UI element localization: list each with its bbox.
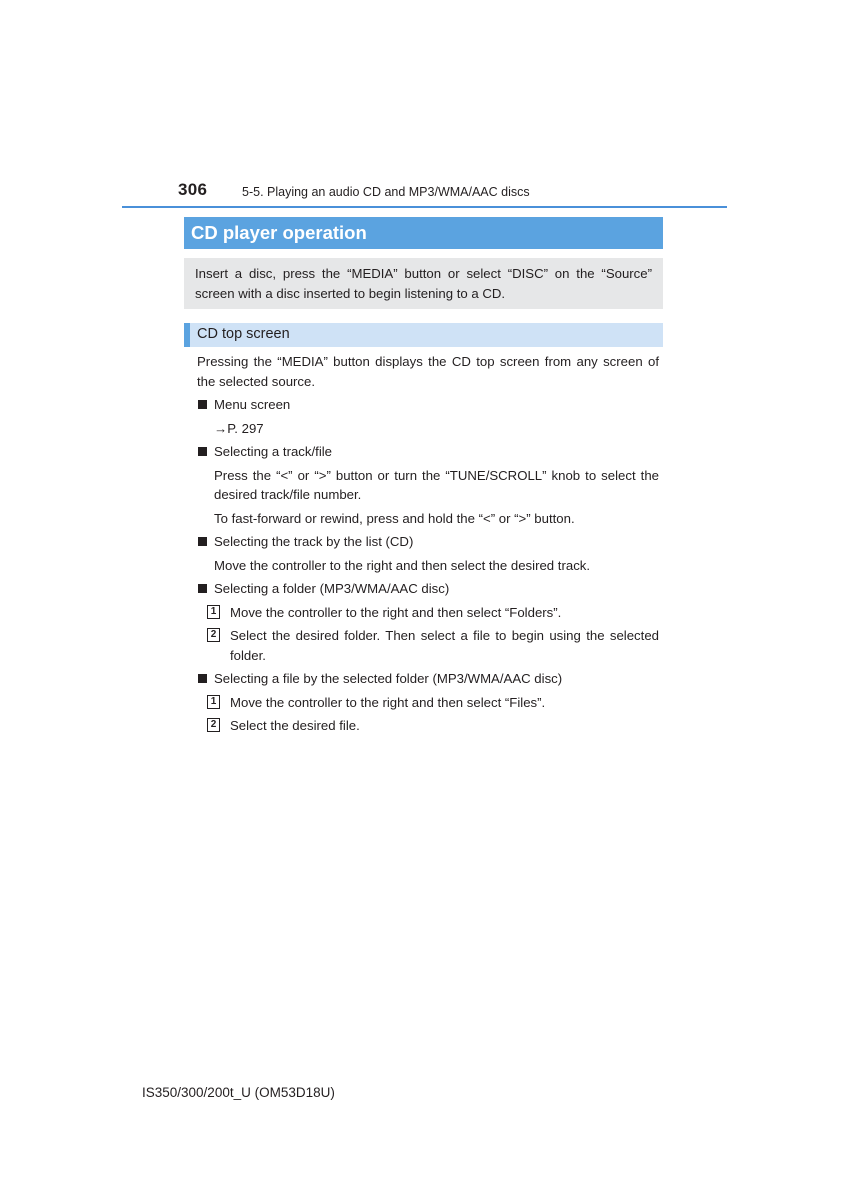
square-bullet-icon <box>198 584 207 593</box>
file-step-2 <box>197 716 659 736</box>
body-intro: Pressing the “MEDIA” button displays the CD top screen from any screen of the selected source. <box>197 354 659 389</box>
track-text-1: Press the “<” or “>” button or turn the “TUNE/SCROLL” knob to select the desired track/file number. <box>214 467 659 502</box>
page-reference-link[interactable]: →P. 297 <box>214 420 264 436</box>
subheader-cd-top-screen: CD top screen <box>184 323 663 347</box>
footer-model-code: IS350/300/200t_U (OM53D18U) <box>142 1085 335 1100</box>
list-text: Move the controller to the right and then select the desired track. <box>214 557 591 573</box>
intro-box: Insert a disc, press the “MEDIA” button or select “DISC” on the “Source” screen with a disc inserted to begin listening to a CD. <box>184 258 663 309</box>
file-step-1 <box>197 693 659 713</box>
bullet-title: Selecting a file by the selected folder (MP3/WMA/AAC disc) <box>214 671 563 686</box>
square-bullet-icon <box>198 674 207 683</box>
folder-step-2 <box>197 626 659 665</box>
step-number-badge: 2 <box>207 718 220 732</box>
step-number-badge: 2 <box>207 628 220 642</box>
bullet-title: Selecting a track/file <box>214 444 333 459</box>
bullet-title: Selecting a folder (MP3/WMA/AAC disc) <box>214 581 450 596</box>
bullet-selecting-folder <box>197 579 659 599</box>
step-text: Move the controller to the right and then select “Files”. <box>230 694 546 710</box>
square-bullet-icon <box>198 447 207 456</box>
step-text: Select the desired file. <box>230 718 360 733</box>
section-reference: 5-5. Playing an audio CD and MP3/WMA/AAC discs <box>242 185 530 199</box>
bullet-selecting-track <box>197 442 659 462</box>
title-bar <box>184 217 663 249</box>
header-rule <box>122 206 727 208</box>
bullet-menu-screen <box>197 395 659 415</box>
bullet-title: Selecting the track by the list (CD) <box>214 534 414 549</box>
bullet-file-by-folder <box>197 669 659 689</box>
folder-step-1 <box>197 603 659 623</box>
content <box>197 352 659 736</box>
step-number-badge: 1 <box>207 605 220 619</box>
step-text: Move the controller to the right and then select “Folders”. <box>230 604 562 620</box>
bullet-track-by-list <box>197 532 659 552</box>
page-title: CD player operation <box>191 222 367 243</box>
step-text: Select the desired folder. Then select a file to begin using the selected folder. <box>230 628 659 663</box>
square-bullet-icon <box>198 400 207 409</box>
square-bullet-icon <box>198 537 207 546</box>
step-number-badge: 1 <box>207 695 220 709</box>
page-number: 306 <box>178 180 208 199</box>
bullet-title: Menu screen <box>214 397 291 412</box>
track-text-2: To fast-forward or rewind, press and hold the “<” or “>” button. <box>214 510 575 526</box>
